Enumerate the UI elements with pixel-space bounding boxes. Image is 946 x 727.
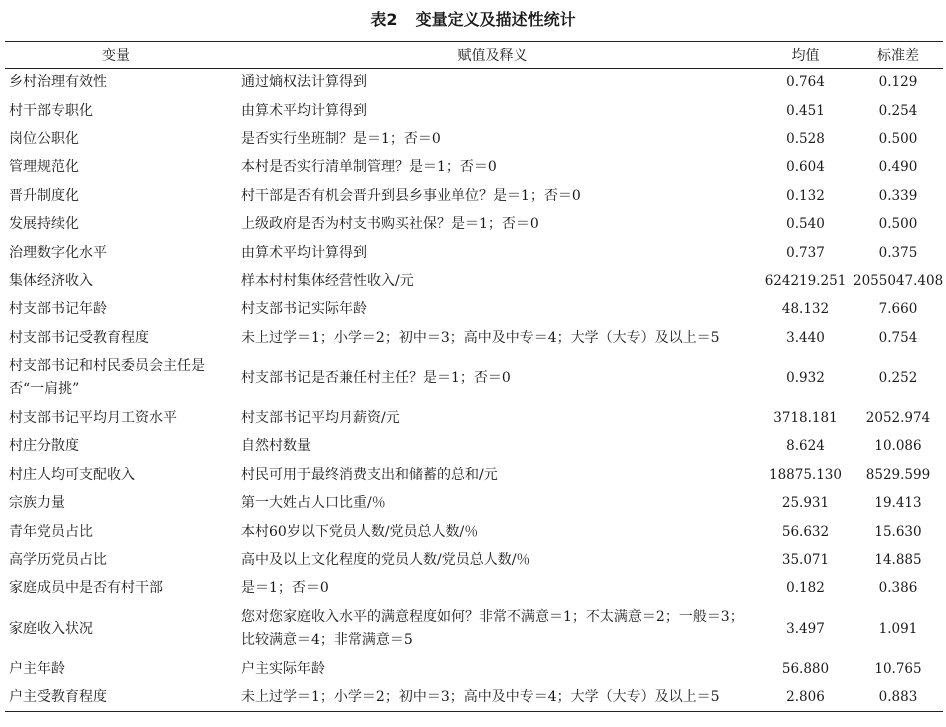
mean-cell: 0.132 (786, 187, 825, 204)
column-header-sd: 标准差 (853, 42, 943, 69)
mean-cell: 0.764 (786, 74, 825, 91)
definition-cell: 是＝1；否＝0 (241, 580, 329, 597)
mean-cell: 0.451 (786, 102, 825, 119)
sd-cell: 8529.599 (865, 466, 931, 483)
sd-cell: 14.885 (874, 552, 922, 569)
mean-cell: 0.528 (786, 130, 825, 147)
table-row (5, 296, 943, 324)
sd-cell: 0.500 (878, 216, 918, 233)
mean-cell: 3.440 (786, 329, 825, 346)
mean-cell: 8.624 (786, 438, 825, 455)
mean-cell: 18875.130 (768, 466, 842, 483)
table-row (5, 518, 943, 546)
mean-cell: 25.931 (781, 495, 830, 512)
variable-cell: 村支部书记受教育程度 (9, 329, 149, 346)
mean-cell: 3718.181 (773, 410, 838, 427)
definition-cell: 自然村数量 (241, 438, 311, 455)
table-row (5, 125, 943, 153)
definition-cell: 村支部书记平均月薪资/元 (241, 410, 400, 427)
mean-cell: 0.604 (786, 159, 825, 176)
table-row (5, 684, 943, 712)
definition-cell: 第一大姓占人口比重/％ (241, 495, 386, 512)
table-row (5, 490, 943, 518)
table-row (5, 546, 943, 574)
variable-cell: 治理数字化水平 (9, 244, 107, 261)
table-number: 表2 (370, 10, 398, 29)
table-row (5, 461, 943, 489)
definition-cell: 村干部是否有机会晋升到县乡事业单位？是＝1；否＝0 (241, 187, 581, 204)
definition-cell: 户主实际年龄 (241, 660, 325, 677)
variable-cell: 晋升制度化 (9, 187, 79, 204)
table-row (5, 239, 943, 267)
table-title: 变量定义及描述性统计 (415, 10, 576, 29)
table-caption (0, 8, 946, 32)
variable-cell: 户主年龄 (9, 660, 65, 677)
definition-cell: 未上过学＝1；小学＝2；初中＝3；高中及中专＝4；大学（大专）及以上＝5 (227, 684, 758, 712)
mean-cell: 48.132 (781, 301, 830, 318)
definition-cell: 通过熵权法计算得到 (241, 74, 367, 91)
variable-cell: 乡村治理有效性 (9, 74, 107, 91)
definition-cell: 村支部书记是否兼任村主任？是＝1；否＝0 (241, 369, 511, 386)
table-row (5, 575, 943, 603)
mean-cell: 56.880 (781, 660, 830, 677)
table-row (5, 97, 943, 125)
table-row (5, 267, 943, 295)
variable-cell: 岗位公职化 (9, 130, 79, 147)
column-header-definition: 赋值及释义 (227, 42, 758, 69)
sd-cell: 0.386 (878, 580, 918, 597)
table-row (5, 352, 943, 404)
definition-cell: 样本村村集体经营性收入/元 (241, 272, 414, 289)
variable-cell: 发展持续化 (9, 216, 79, 233)
definition-cell: 本村是否实行清单制管理？是＝1；否＝0 (241, 159, 497, 176)
variable-cell: 宗族力量 (9, 495, 65, 512)
definition-cell: 由算术平均计算得到 (241, 102, 367, 119)
sd-cell: 1.091 (878, 620, 918, 637)
sd-cell: 0.254 (878, 102, 918, 119)
table-header (5, 42, 943, 69)
definition-cell: 是否实行坐班制？是＝1；否＝0 (241, 130, 441, 147)
variable-cell: 户主受教育程度 (5, 684, 227, 712)
table-row (5, 69, 943, 97)
sd-cell: 0.375 (878, 244, 918, 261)
variable-cell: 集体经济收入 (9, 272, 93, 289)
sd-cell: 0.500 (878, 130, 918, 147)
variable-cell: 村支部书记和村民委员会主任是否“一肩挑” (9, 358, 205, 398)
variable-cell: 管理规范化 (9, 159, 79, 176)
variable-cell: 青年党员占比 (9, 523, 93, 540)
sd-cell: 10.086 (874, 438, 922, 455)
sd-cell: 2055047.408 (853, 272, 944, 289)
variable-cell: 村庄分散度 (9, 438, 79, 455)
table-body (5, 69, 943, 712)
sd-cell: 0.490 (878, 159, 918, 176)
table-row (5, 404, 943, 432)
mean-cell: 624219.251 (764, 272, 847, 289)
definition-cell: 由算术平均计算得到 (241, 244, 367, 261)
sd-cell: 2052.974 (865, 410, 931, 427)
definition-cell: 您对您家庭收入水平的满意程度如何？非常不满意＝1；不太满意＝2；一般＝3；比较满意＝4；非常满意＝5 (241, 609, 744, 649)
column-header-mean: 均值 (758, 42, 853, 69)
mean-cell: 56.632 (781, 523, 830, 540)
variable-cell: 家庭成员中是否有村干部 (9, 580, 163, 597)
definition-cell: 高中及以上文化程度的党员人数/党员总人数/％ (241, 552, 531, 569)
mean-cell: 0.932 (786, 369, 825, 386)
header-row (5, 42, 943, 69)
sd-cell: 19.413 (874, 495, 922, 512)
variable-cell: 村支部书记平均月工资水平 (9, 410, 177, 427)
variable-cell: 村支部书记年龄 (9, 301, 107, 318)
column-header-variable: 变量 (5, 42, 227, 69)
definition-cell: 本村60岁以下党员人数/党员总人数/％ (241, 523, 479, 540)
descriptive-statistics-table (5, 41, 943, 712)
table-row (5, 655, 943, 683)
definition-cell: 村民可用于最终消费支出和储蓄的总和/元 (241, 466, 498, 483)
sd-cell: 0.883 (853, 684, 943, 712)
sd-cell: 10.765 (874, 660, 922, 677)
table-row (5, 154, 943, 182)
sd-cell: 7.660 (878, 301, 918, 318)
definition-cell: 未上过学＝1；小学＝2；初中＝3；高中及中专＝4；大学（大专）及以上＝5 (241, 329, 720, 346)
sd-cell: 0.252 (878, 369, 918, 386)
sd-cell: 15.630 (874, 523, 922, 540)
definition-cell: 村支部书记实际年龄 (241, 301, 367, 318)
mean-cell: 2.806 (758, 684, 853, 712)
sd-cell: 0.129 (878, 74, 918, 91)
sd-cell: 0.754 (878, 329, 918, 346)
table-row (5, 324, 943, 352)
variable-cell: 村庄人均可支配收入 (9, 466, 135, 483)
table-row (5, 603, 943, 655)
mean-cell: 3.497 (786, 620, 825, 637)
table-row (5, 182, 943, 210)
mean-cell: 35.071 (781, 552, 830, 569)
mean-cell: 0.737 (786, 244, 825, 261)
mean-cell: 0.540 (786, 216, 825, 233)
variable-cell: 家庭收入状况 (9, 620, 93, 637)
mean-cell: 0.182 (786, 580, 825, 597)
table-row (5, 210, 943, 238)
variable-cell: 村干部专职化 (9, 102, 93, 119)
table-row (5, 433, 943, 461)
sd-cell: 0.339 (878, 187, 918, 204)
definition-cell: 上级政府是否为村支书购买社保？是＝1；否＝0 (241, 216, 539, 233)
variable-cell: 高学历党员占比 (9, 552, 107, 569)
